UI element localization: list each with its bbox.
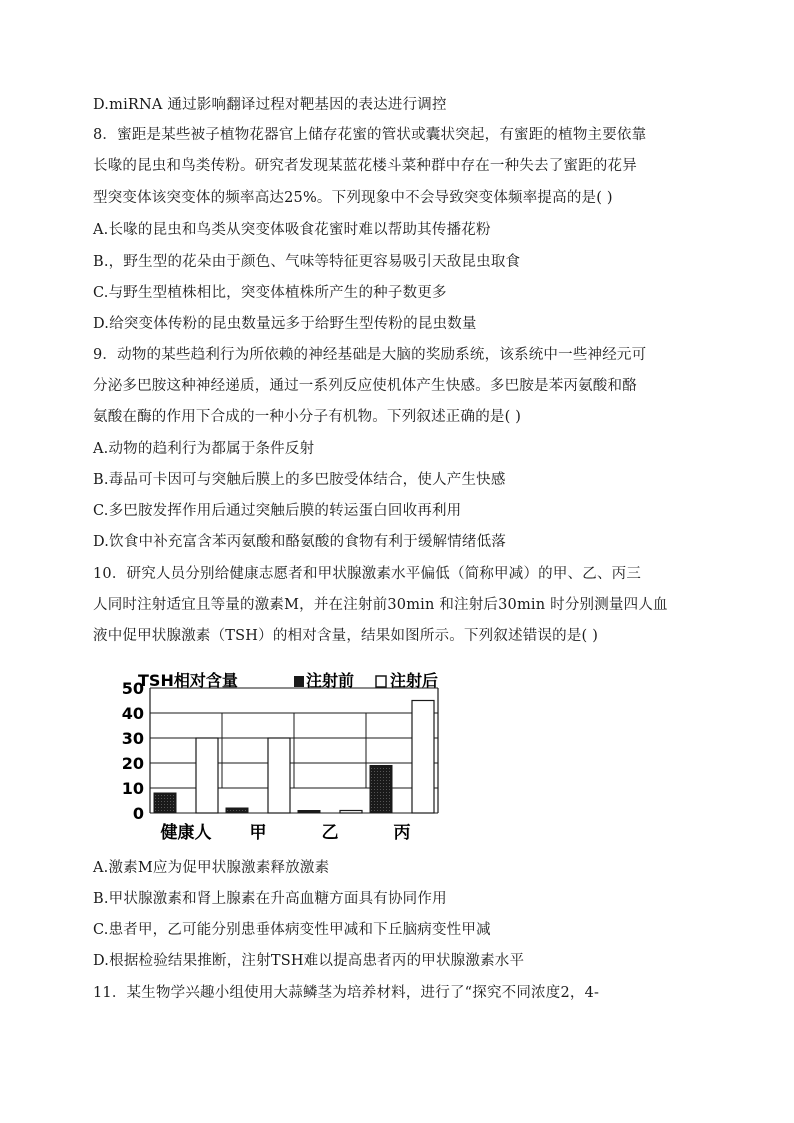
text-line: 人同时注射适宜且等量的激素M，并在注射前30min 和注射后30min 时分别测量四人血 — [93, 597, 668, 613]
x-category-label: 乙 — [321, 823, 339, 843]
bar-before — [226, 808, 248, 813]
y-tick-label: 30 — [121, 729, 144, 748]
text-line: B.，野生型的花朵由于颜色、气味等特征更容易吸引天敌昆虫取食 — [93, 254, 521, 270]
legend-label-after: 注射后 — [390, 671, 439, 690]
y-tick-label: 10 — [121, 779, 144, 798]
text-line: D.饮食中补充富含苯丙氨酸和酪氨酸的食物有利于缓解情绪低落 — [93, 534, 507, 550]
text-line: 11．某生物学兴趣小组使用大蒜鳞茎为培养材料，进行了“探究不同浓度2，4- — [93, 985, 600, 1001]
tsh-bar-chart — [110, 660, 450, 850]
y-tick-label: 20 — [121, 754, 144, 773]
text-line: 液中促甲状腺激素（TSH）的相对含量，结果如图所示。下列叙述错误的是( ) — [93, 628, 599, 644]
bar-before — [154, 793, 176, 813]
text-line: C.多巴胺发挥作用后通过突触后膜的转运蛋白回收再利用 — [93, 503, 462, 519]
legend-swatch-before — [294, 676, 304, 687]
x-category-label: 健康人 — [160, 823, 212, 843]
bar-after — [196, 738, 218, 813]
y-tick-label: 0 — [132, 804, 144, 823]
text-line: B.甲状腺激素和肾上腺素在升高血糖方面具有协同作用 — [93, 891, 447, 907]
text-line: 氨酸在酶的作用下合成的一种小分子有机物。下列叙述正确的是( ) — [93, 409, 522, 425]
bar-before — [370, 766, 392, 814]
text-line: 10．研究人员分别给健康志愿者和甲状腺激素水平偏低（简称甲减）的甲、乙、丙三 — [93, 566, 642, 582]
legend-label-before: 注射前 — [306, 671, 355, 690]
legend-swatch-after — [376, 676, 386, 687]
text-line: 型突变体该突变体的频率高达25%。下列现象中不会导致突变体频率提高的是( ) — [93, 190, 613, 206]
text-line: D.根据检验结果推断，注射TSH难以提高患者丙的甲状腺激素水平 — [93, 953, 525, 969]
text-line: D.miRNA 通过影响翻译过程对靶基因的表达进行调控 — [93, 97, 447, 113]
text-line: C.与野生型植株相比，突变体植株所产生的种子数更多 — [93, 285, 447, 301]
text-line: B.毒品可卡因可与突触后膜上的多巴胺受体结合，使人产生快感 — [93, 472, 506, 488]
text-line: A.长喙的昆虫和鸟类从突变体吸食花蜜时难以帮助其传播花粉 — [93, 222, 491, 238]
text-line: 长喙的昆虫和鸟类传粉。研究者发现某蓝花楼斗菜种群中存在一种失去了蜜距的花异 — [93, 158, 637, 174]
bar-after — [340, 811, 362, 814]
y-tick-label: 40 — [121, 704, 144, 723]
text-line: A.动物的趋利行为都属于条件反射 — [93, 441, 315, 457]
chart-legend — [294, 671, 438, 690]
text-line: A.激素M应为促甲状腺激素释放激素 — [93, 860, 330, 876]
text-line: 8．蜜距是某些被子植物花器官上储存花蜜的管状或囊状突起，有蜜距的植物主要依靠 — [93, 127, 647, 143]
text-line: 9．动物的某些趋利行为所依赖的神经基础是大脑的奖励系统，该系统中一些神经元可 — [93, 347, 647, 363]
x-category-label: 甲 — [249, 823, 267, 843]
bar-before — [298, 811, 320, 814]
x-category-label: 丙 — [393, 823, 411, 843]
y-tick-label: 50 — [121, 679, 144, 698]
text-line: 分泌多巴胺这种神经递质，通过一系列反应使机体产生快感。多巴胺是苯丙氨酸和酪 — [93, 378, 637, 394]
bar-after — [268, 738, 290, 813]
chart-title: TSH相对含量 — [138, 671, 238, 690]
text-line: D.给突变体传粉的昆虫数量远多于给野生型传粉的昆虫数量 — [93, 316, 477, 332]
text-line: C.患者甲，乙可能分别患垂体病变性甲减和下丘脑病变性甲减 — [93, 922, 491, 938]
bar-after — [412, 701, 434, 814]
